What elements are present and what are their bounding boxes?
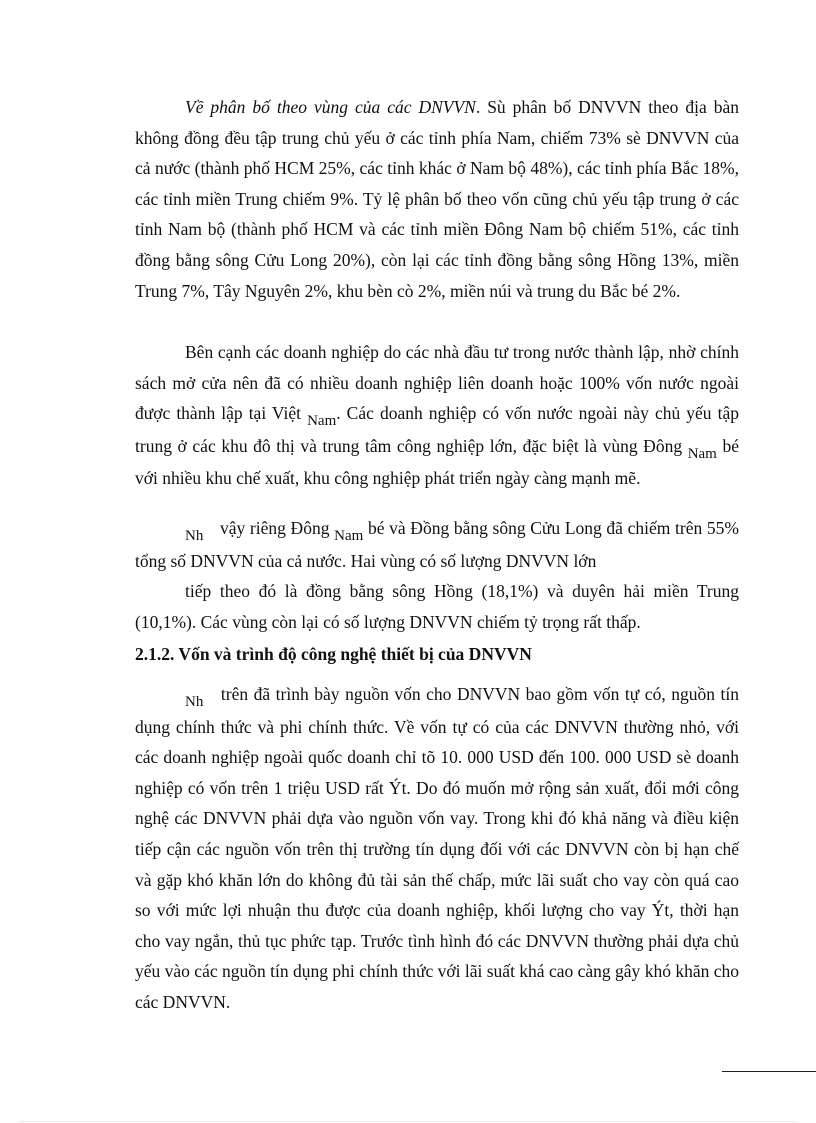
subscript-run: Nh: [185, 694, 204, 710]
paragraph-regional-summary: [135, 513, 739, 637]
text-run: bé và Đồng bằng sông Cửu Long đã chiếm trên 55% tổng số DNVVN của cả nước. Hai vùng có số lượng DNVVN lớn: [135, 518, 739, 571]
paragraph-foreign-investment: [135, 337, 739, 494]
text-run: Bên cạnh các doanh nghiệp do các nhà đầu tư trong nước thành lập, nhờ chính sách mở cửa nên đã có nhiều doanh nghiệp liên doanh hoặc 100% vốn nước ngoài được thành lập tại Việt: [135, 342, 739, 424]
page-edge-divider: [20, 1121, 796, 1122]
text-run: tiếp theo đó là đồng bằng sông Hồng (18,1%) và duyên hải miền Trung (10,1%). Các vùng còn lại có số lượng DNVVN chiếm tỷ trọng rất thấp.: [135, 581, 739, 632]
italic-lead: Về phân bố theo vùng của các DNVVN: [185, 97, 476, 117]
subscript-run: Nam: [307, 413, 337, 430]
text-run: . Các doanh nghiệp có vốn nước ngoài này chủ yếu tập trung ở các khu đô thị và trung tâm công nghiệp lớn, đặc biệt là vùng Đông: [135, 403, 739, 456]
paragraph-regional-distribution: [135, 92, 739, 306]
paragraph-body: . Sù phân bố DNVVN theo địa bàn không đồng đều tập trung chủ yếu ở các tỉnh phía Nam, chiếm 73% sè DNVVN của cả nước (thành phố HCM 25%, các tỉnh khác ở Nam bộ 48%), các tỉnh phía Bắc 18%, các tỉnh miền Trung chiếm 9%. Tỷ lệ phân bố theo vốn cũng chủ yếu tập trung ở các tỉnh Nam bộ (thành phố HCM và các tỉnh miền Đông Nam bộ chiếm 51%, các tỉnh đồng bằng sông Cửu Long 20%), còn lại các tỉnh đồng bằng sông Hồng 13%, miền Trung 7%, Tây Nguyên 2%, khu bèn cò 2%, miền núi và trung du Bắc bé 2%.: [135, 97, 739, 301]
section-heading: 2.1.2. Vốn và trình độ công nghệ thiết bị của DNVVN: [135, 644, 532, 664]
subscript-run: Nh: [185, 528, 204, 544]
text-run: vậy riêng Đông: [215, 518, 335, 538]
paragraph-body: trên đã trình bày nguồn vốn cho DNVVN bao gồm vốn tự có, nguồn tín dụng chính thức và phi chính thức. Về vốn tự có của các DNVVN thường nhỏ, với các doanh nghiệp ngoài quốc doanh chỉ tõ 10. 000 USD đến 100. 000 USD sè doanh nghiệp có vốn trên 1 triệu USD rất Ýt. Do đó muốn mở rộng sản xuất, đổi mới công nghệ các DNVVN phải dựa vào nguồn vốn vay. Trong khi đó khả năng và điều kiện tiếp cận các nguồn vốn trên thị trường tín dụng đối với các DNVVN còn bị hạn chế và gặp khó khăn lớn do không đủ tài sản thế chấp, mức lãi suất cho vay còn quá cao so với mức lợi nhuận thu được của doanh nghiệp, khối lượng cho vay Ýt, thời hạn cho vay ngắn, thủ tục phức tạp. Trước tình hình đó các DNVVN thường phải dựa chủ yếu vào các nguồn tín dụng phi chính thức với lãi suất khá cao càng gây khó khăn cho các DNVVN.: [135, 684, 739, 1012]
subscript-run: Nam: [334, 528, 364, 544]
footer-rule: [722, 1071, 816, 1072]
paragraph-capital-technology: [135, 679, 739, 1018]
subscript-run: Nam: [687, 445, 717, 462]
text-run: bé với nhiều khu chế xuất, khu công nghiệp phát triển ngày càng mạnh mẽ.: [135, 435, 739, 489]
